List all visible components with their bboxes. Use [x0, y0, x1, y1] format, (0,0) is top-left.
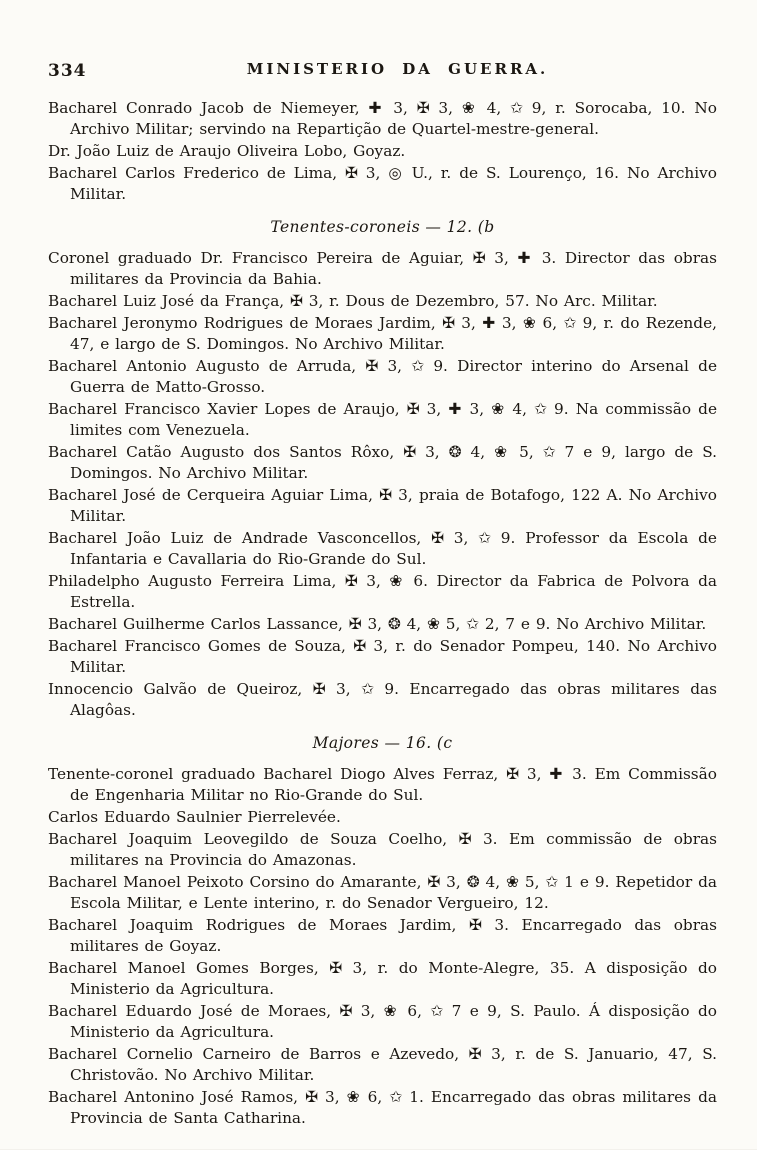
officer-entry: Bacharel Luiz José da França, ✠ 3, r. Dous de Dezembro, 57. No Arc. Militar. [48, 292, 658, 310]
officer-entry: Bacharel José de Cerqueira Aguiar Lima, ✠ 3, praia de Botafogo, 122 A. No Archivo Militar. [48, 486, 717, 525]
page-number: 334 [48, 61, 87, 81]
officer-entry: Bacharel Antonino José Ramos, ✠ 3, ❀ 6, ✩ 1. Encarregado das obras militares da Provincia de Santa Catharina. [48, 1088, 717, 1127]
officer-entry: Bacharel Francisco Xavier Lopes de Araujo, ✠ 3, ✚ 3, ❀ 4, ✩ 9. Na commissão de limites com Venezuela. [48, 400, 717, 439]
page-title: MINISTERIO DA GUERRA. [246, 60, 549, 78]
officer-entry: Tenente-coronel graduado Bacharel Diogo Alves Ferraz, ✠ 3, ✚ 3. Em Commissão de Engenharia Militar no Rio-Grande do Sul. [48, 765, 717, 804]
officer-entry: Bacharel Cornelio Carneiro de Barros e Azevedo, ✠ 3, r. de S. Januario, 47, S. Christovão. No Archivo Militar. [48, 1045, 717, 1084]
page-header [48, 60, 717, 82]
officer-entry: Coronel graduado Dr. Francisco Pereira de Aguiar, ✠ 3, ✚ 3. Director das obras militares da Provincia da Bahia. [48, 249, 717, 288]
officer-entry: Bacharel Manoel Peixoto Corsino do Amarante, ✠ 3, ❂ 4, ❀ 5, ✩ 1 e 9. Repetidor da Escola Militar, e Lente interino, r. do Senador Vergueiro, 12. [48, 873, 717, 912]
officer-entry: Bacharel Antonio Augusto de Arruda, ✠ 3, ✩ 9. Director interino do Arsenal de Guerra de Matto-Grosso. [48, 357, 717, 396]
officer-entry: Bacharel Conrado Jacob de Niemeyer, ✚ 3, ✠ 3, ❀ 4, ✩ 9, r. Sorocaba, 10. No Archivo Militar; servindo na Repartição de Quartel-mestre-general. [48, 99, 717, 138]
officer-entry: Carlos Eduardo Saulnier Pierrelevée. [48, 808, 341, 826]
officer-entry: Bacharel Eduardo José de Moraes, ✠ 3, ❀ 6, ✩ 7 e 9, S. Paulo. Á disposição do Ministerio da Agricultura. [48, 1002, 717, 1041]
officer-entry: Bacharel Guilherme Carlos Lassance, ✠ 3, ❂ 4, ❀ 5, ✩ 2, 7 e 9. No Archivo Militar. [48, 615, 707, 633]
section-preamble [48, 98, 717, 205]
section-majores [48, 764, 717, 1129]
section-heading-majores: Majores — 16. (c [312, 734, 453, 752]
page-body [48, 98, 717, 1129]
officer-entry: Bacharel Joaquim Leovegildo de Souza Coelho, ✠ 3. Em commissão de obras militares na Provincia do Amazonas. [48, 830, 717, 869]
section-heading-tenentes-coroneis: Tenentes-coroneis — 12. (b [270, 218, 495, 236]
officer-entry: Bacharel Joaquim Rodrigues de Moraes Jardim, ✠ 3. Encarregado das obras militares de Goyaz. [48, 916, 717, 955]
section-tenentes-coroneis [48, 248, 717, 721]
officer-entry: Bacharel Francisco Gomes de Souza, ✠ 3, r. do Senador Pompeu, 140. No Archivo Militar. [48, 637, 717, 676]
officer-entry: Bacharel João Luiz de Andrade Vasconcellos, ✠ 3, ✩ 9. Professor da Escola de Infantaria e Cavallaria do Rio-Grande do Sul. [48, 529, 717, 568]
officer-entry: Bacharel Manoel Gomes Borges, ✠ 3, r. do Monte-Alegre, 35. A disposição do Ministerio da Agricultura. [48, 959, 717, 998]
officer-entry: Bacharel Catão Augusto dos Santos Rôxo, ✠ 3, ❂ 4, ❀ 5, ✩ 7 e 9, largo de S. Domingos. No Archivo Militar. [48, 443, 717, 482]
officer-entry: Bacharel Carlos Frederico de Lima, ✠ 3, ◎ U., r. de S. Lourenço, 16. No Archivo Militar. [48, 164, 717, 203]
officer-entry: Innocencio Galvão de Queiroz, ✠ 3, ✩ 9. Encarregado das obras militares das Alagôas. [48, 680, 717, 719]
officer-entry: Bacharel Jeronymo Rodrigues de Moraes Jardim, ✠ 3, ✚ 3, ❀ 6, ✩ 9, r. do Rezende, 47, e largo de S. Domingos. No Archivo Militar. [48, 314, 717, 353]
officer-entry: Dr. João Luiz de Araujo Oliveira Lobo, Goyaz. [48, 142, 406, 160]
officer-entry: Philadelpho Augusto Ferreira Lima, ✠ 3, ❀ 6. Director da Fabrica de Polvora da Estrella. [48, 572, 717, 611]
